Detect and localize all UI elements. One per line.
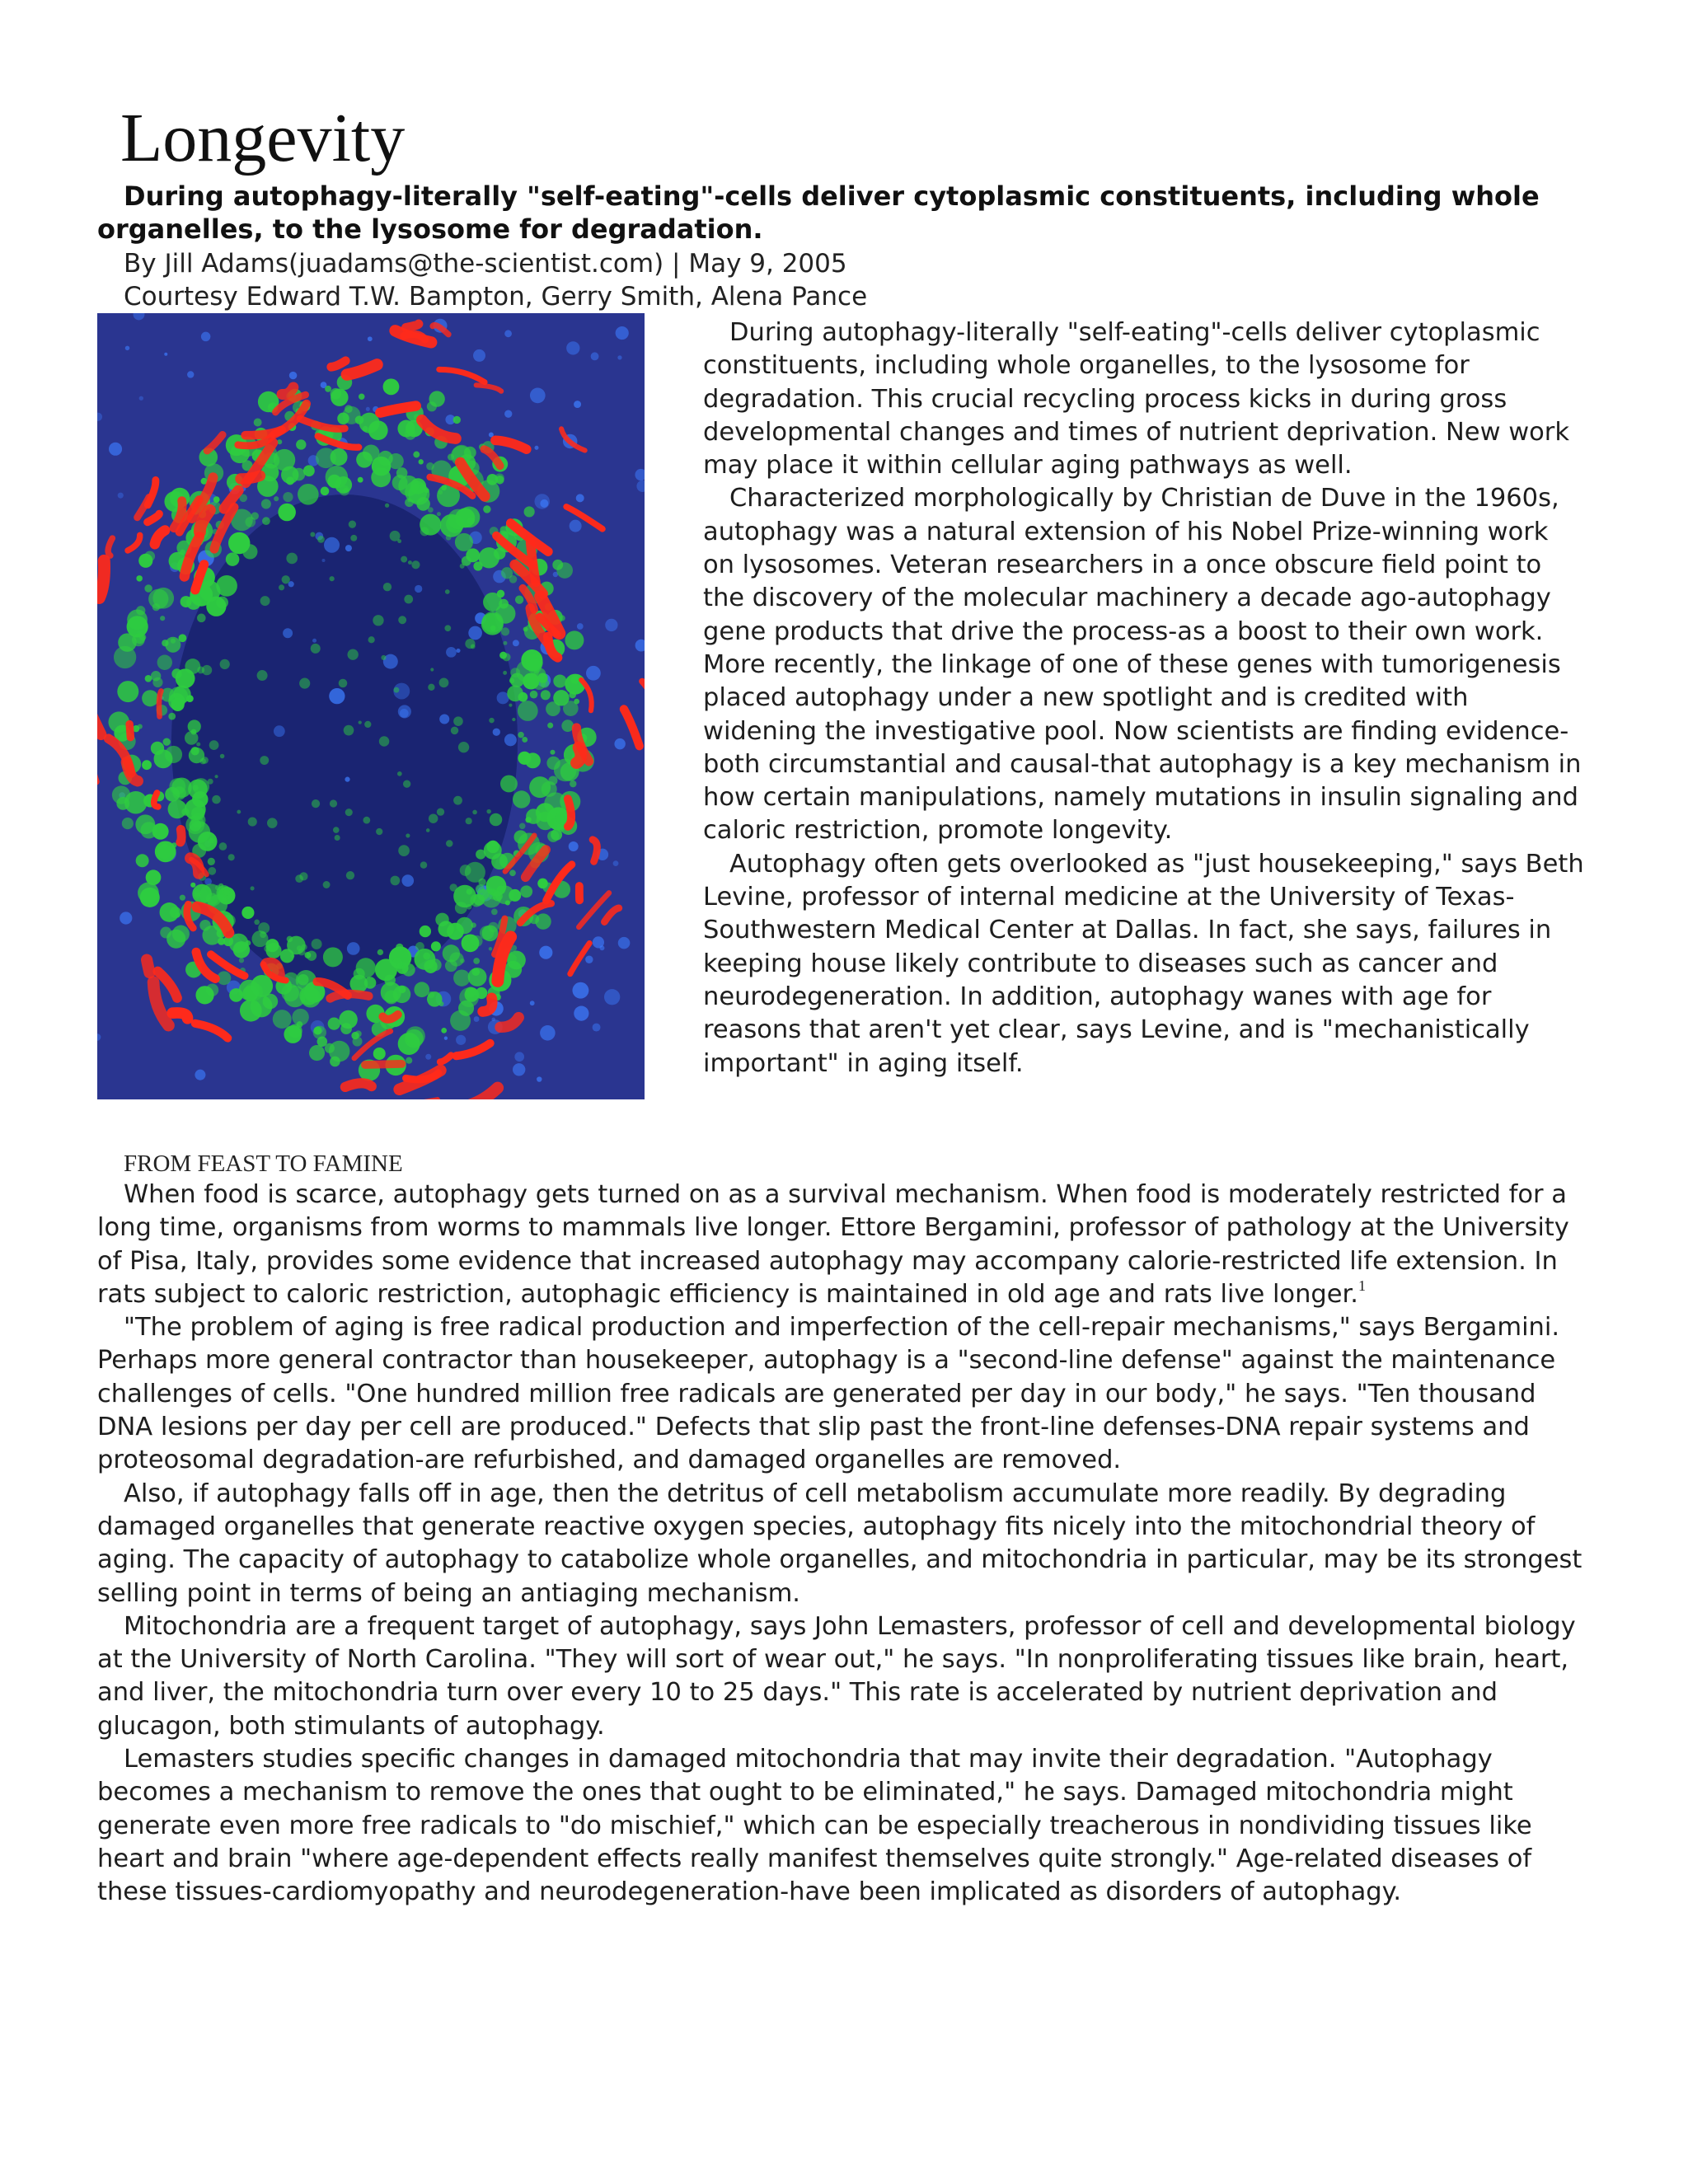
fluorescent-cell-micrograph-icon	[97, 313, 645, 1099]
article-title: Longevity	[120, 100, 406, 176]
side-paragraph-1: During autophagy-literally "self-eating"-cells deliver cytoplasmic constituents, including whole organelles, to the lysosome for degradation. This crucial recycling process kicks in during gross developmental changes and times of nutrient deprivation. New work may place it within cellular aging pathways as well.	[703, 318, 1570, 480]
main-paragraph-5: Lemasters studies specific changes in damaged mitochondria that may invite their degradation. "Autophagy becomes a mechanism to remove the ones that ought to be eliminated," he says. Damaged mitochondria might generate even more free radicals to "do mischief," which can be especially treacherous in nondividing tissues like heart and brain "where age-dependent effects really manifest themselves quite strongly." Age-related diseases of these tissues-cardiomyopathy and neurodegeneration-have been implicated as disorders of autophagy.	[97, 1745, 1532, 1907]
side-paragraph-2: Characterized morphologically by Christian de Duve in the 1960s, autophagy was a natural extension of his Nobel Prize-winning work on lysosomes. Veteran researchers in a once obscure field point to the discovery of the molecular machinery a decade ago-autophagy gene products that drive the process-as a boost to their own work. More recently, the linkage of one of these genes with tumorigenesis placed autophagy under a new spotlight and is credited with widening the investigative pool. Now scientists are finding evidence-both circumstantial and causal-that autophagy is a key mechanism in how certain manipulations, namely mutations in insulin signaling and caloric restriction, promote longevity.	[703, 484, 1582, 846]
main-paragraph-1-text: When food is scarce, autophagy gets turned on as a survival mechanism. When food is moderately restricted for a long time, organisms from worms to mammals live longer. Ettore Bergamini, professor of pathology at the University of Pisa, Italy, provides some evidence that increased autophagy may accompany calorie-restricted life extension. In rats subject to caloric restriction, autophagic efficiency is maintained in old age and rats live longer.	[97, 1180, 1569, 1309]
image-credit: Courtesy Edward T.W. Bampton, Gerry Smith, Alena Pance	[124, 282, 868, 312]
main-paragraph-4: Mitochondria are a frequent target of autophagy, says John Lemasters, professor of cell and developmental biology at the University of North Carolina. "They will sort of wear out," he says. "In nonproliferating tissues like brain, heart, and liver, the mitochondria turn over every 10 to 25 days." This rate is accelerated by nutrient deprivation and glucagon, both stimulants of autophagy.	[97, 1611, 1576, 1741]
main-paragraph-1	[97, 1179, 1589, 1311]
main-paragraph-3: Also, if autophagy falls off in age, then the detritus of cell metabolism accumulate more readily. By degrading damaged organelles that generate reactive oxygen species, autophagy fits nicely into the mitochondrial theory of aging. The capacity of autophagy to catabolize whole organelles, and mitochondria in particular, may be its strongest selling point in terms of being an antiaging mechanism.	[97, 1479, 1582, 1608]
side-text-column	[703, 316, 1585, 1080]
section-heading: FROM FEAST TO FAMINE	[124, 1151, 403, 1177]
side-paragraph-3: Autophagy often gets overlooked as "just housekeeping," says Beth Levine, professor of internal medicine at the University of Texas-Southwestern Medical Center at Dallas. In fact, she says, failures in keeping house likely contribute to diseases such as cancer and neurodegeneration. In addition, autophagy wanes with age for reasons that aren't yet clear, says Levine, and is "mechanistically important" in aging itself.	[703, 849, 1584, 1078]
main-paragraph-2: "The problem of aging is free radical production and imperfection of the cell-repair mechanisms," says Bergamini. Perhaps more general contractor than housekeeper, autophagy is a "second-line defense" against the maintenance challenges of cells. "One hundred million free radicals are generated per day in our body," he says. "Ten thousand DNA lesions per day per cell are produced." Defects that slip past the front-line defenses-DNA repair systems and proteosomal degradation-are refurbished, and damaged organelles are removed.	[97, 1313, 1560, 1475]
article-byline: By Jill Adams(juadams@the-scientist.com) | May 9, 2005	[124, 249, 847, 279]
footnote-ref-1: 1	[1357, 1277, 1366, 1294]
cell-micrograph-image	[97, 313, 645, 1099]
article-deck: During autophagy-literally "self-eating"-cells deliver cytoplasmic constituents, including whole organelles, to the lysosome for degradation.	[97, 180, 1540, 245]
main-text-column	[97, 1179, 1589, 1910]
